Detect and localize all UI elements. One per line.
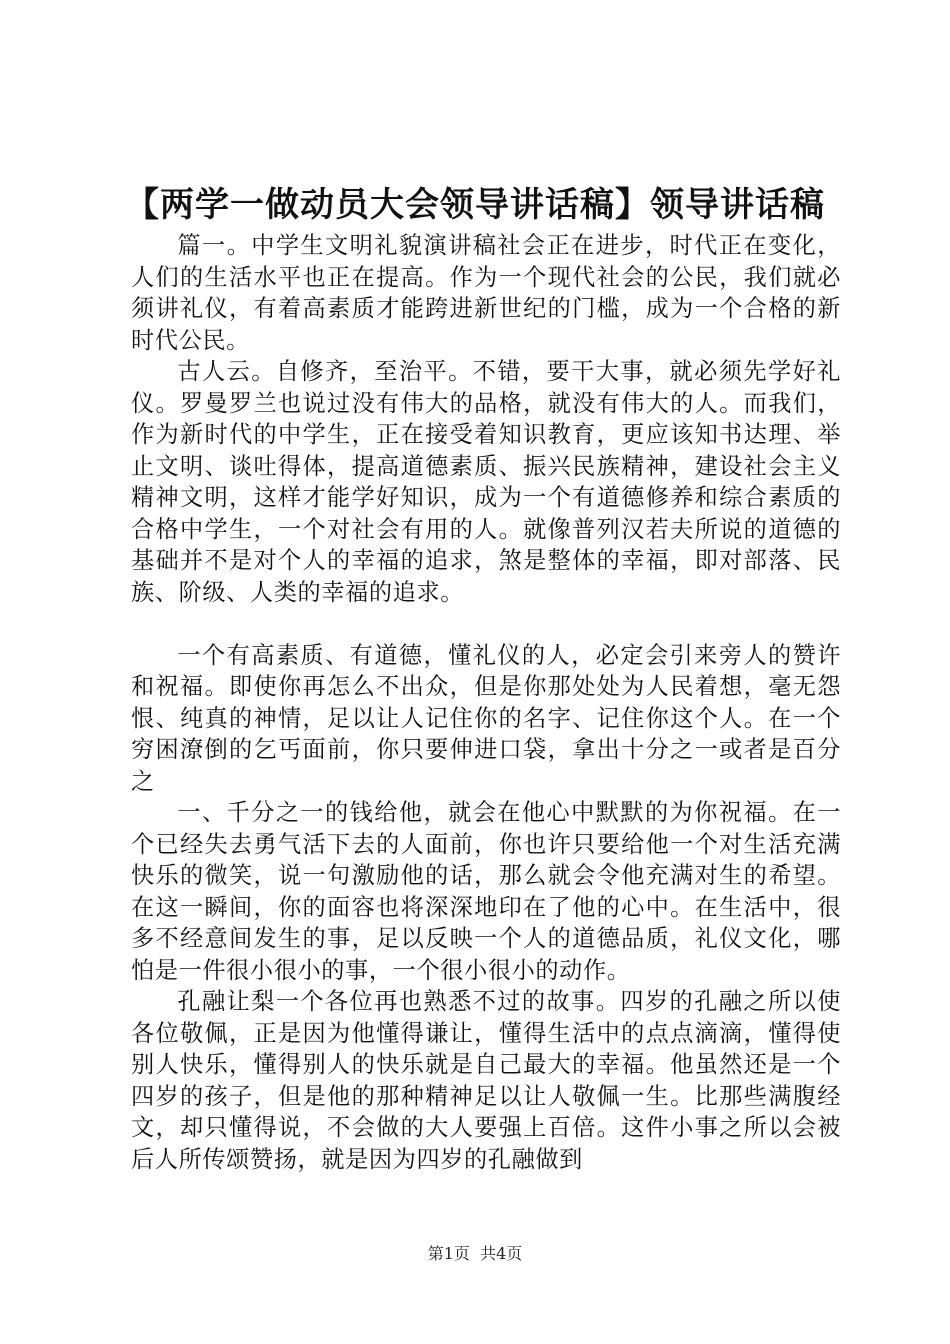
paragraph-spacer xyxy=(131,608,841,640)
page-total: 共4页 xyxy=(480,1244,523,1263)
paragraph-4: 一、千分之一的钱给他，就会在他心中默默的为你祝福。在一个已经失去勇气活下去的人面前，你也许只要给他一个对生活充满快乐的微笑，说一句激励他的话，那么就会令他充满对生的希望。在这一瞬间，你的面容也将深深地印在了他的心中。在生活中，很多不经意间发生的事，足以反映一个人的道德品质，礼仪文化，哪怕是一件很小很小的事，一个很小很小的动作。 xyxy=(131,799,841,984)
paragraph-1: 篇一。中学生文明礼貌演讲稿社会正在进步，时代正在变化，人们的生活水平也正在提高。作为一个现代社会的公民，我们就必须讲礼仪，有着高素质才能跨进新世纪的门槛，成为一个合格的新时代公民。 xyxy=(131,232,841,354)
footer-separator xyxy=(470,1244,480,1263)
paragraph-2: 古人云。自修齐，至治平。不错，要干大事，就必须先学好礼仪。罗曼罗兰也说过没有伟大的品格，就没有伟大的人。而我们，作为新时代的中学生，正在接受着知识教育，更应该知书达理、举止文明、谈吐得体，提高道德素质、振兴民族精神，建设社会主义精神文明，这样才能学好知识，成为一个有道德修养和综合素质的合格中学生，一个对社会有用的人。就像普列汉若夫所说的道德的基础并不是对个人的幸福的追求，煞是整体的幸福，即对部落、民族、阶级、人类的幸福的追求。 xyxy=(131,358,841,606)
document-body xyxy=(131,230,841,1175)
page-number: 第1页 xyxy=(427,1244,470,1263)
document-title: 【两学一做动员大会领导讲话稿】领导讲话稿 xyxy=(125,185,825,225)
page-footer xyxy=(0,1243,950,1265)
paragraph-3: 一个有高素质、有道德，懂礼仪的人，必定会引来旁人的赞许和祝福。即使你再怎么不出众，但是你那处处为人民着想，毫无怨恨、纯真的神情，足以让人记住你的名字、记住你这个人。在一个穷困潦倒的乞丐面前，你只要伸进口袋，拿出十分之一或者是百分之 xyxy=(131,641,841,795)
paragraph-5: 孔融让梨一个各位再也熟悉不过的故事。四岁的孔融之所以使各位敬佩，正是因为他懂得谦让，懂得生活中的点点滴滴，懂得使别人快乐，懂得别人的快乐就是自己最大的幸福。他虽然还是一个四岁的孩子，但是他的那种精神足以让人敬佩一生。比那些满腹经文，却只懂得说，不会做的大人要强上百倍。这件小事之所以会被后人所传颂赞扬，就是因为四岁的孔融做到 xyxy=(131,988,841,1173)
